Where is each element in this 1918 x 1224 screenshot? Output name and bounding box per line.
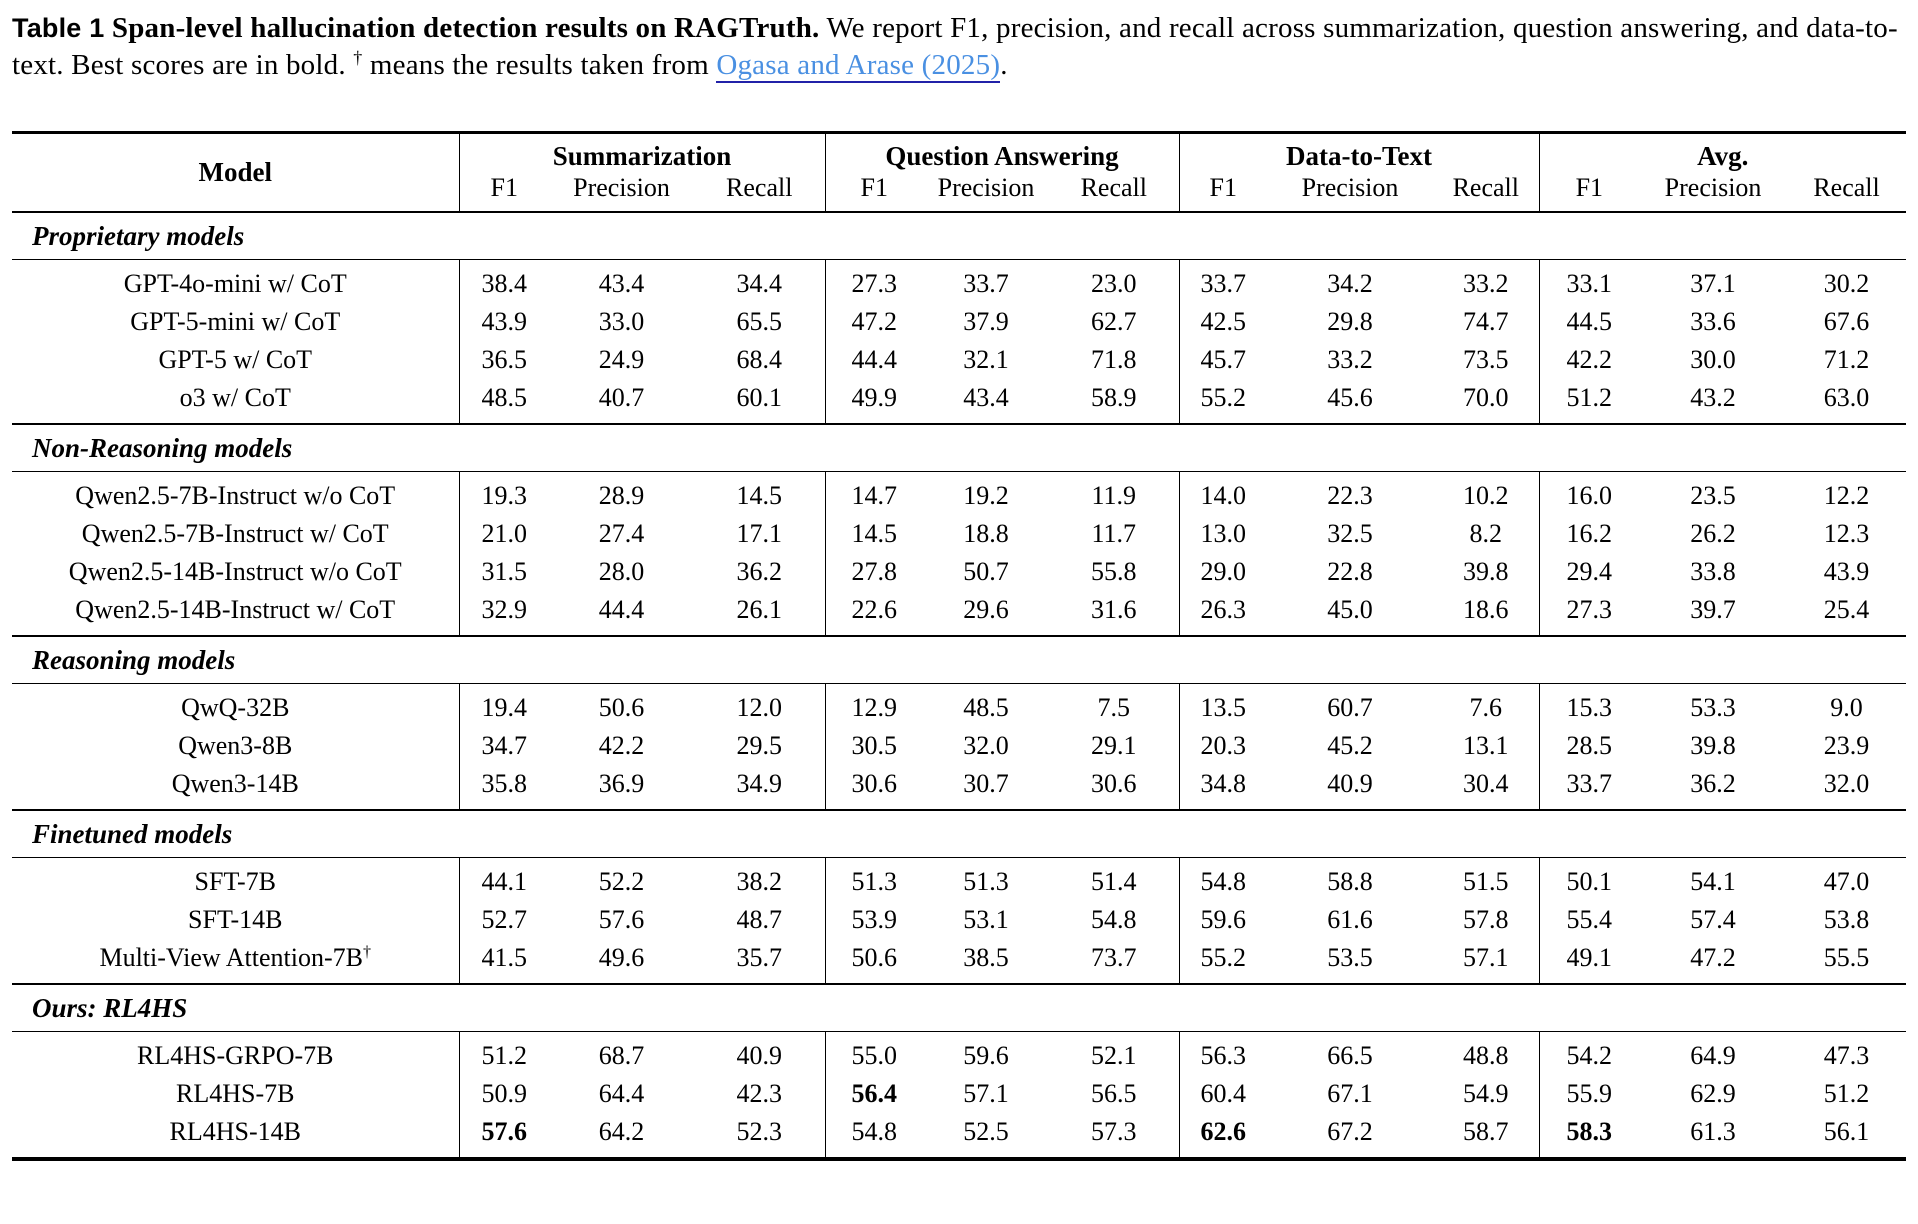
metric-value: 62.7 [1091, 307, 1137, 337]
sub-header-recall: Recall [1049, 172, 1179, 212]
metric-value: 55.8 [1091, 557, 1137, 587]
caption-note: means the results taken from [369, 49, 709, 82]
metric-value: 39.7 [1690, 595, 1736, 625]
metric-value: 45.2 [1327, 731, 1373, 761]
metric-value: 55.9 [1539, 1075, 1639, 1113]
group-header-data-to-text: Data-to-Text [1179, 133, 1539, 173]
metric-value: 50.7 [963, 557, 1009, 587]
section-title: Proprietary models [12, 212, 1906, 260]
group-header-summarization: Summarization [459, 133, 825, 173]
metric-value: 12.0 [736, 693, 782, 723]
metric-value: 36.2 [736, 557, 782, 587]
table-row [12, 727, 1906, 765]
metric-value: 58.8 [1327, 867, 1373, 897]
metric-value: 36.9 [598, 769, 645, 799]
table-row [12, 684, 1906, 728]
section-row [12, 212, 1906, 260]
metric-value: 62.9 [1690, 1079, 1736, 1109]
table-row [12, 591, 1906, 636]
metric-value: 18.6 [1463, 595, 1509, 625]
metric-value: 64.9 [1690, 1041, 1736, 1071]
model-name: GPT-5-mini w/ CoT [130, 307, 341, 337]
metric-value: 29.1 [1091, 731, 1137, 761]
metric-value: 58.9 [1091, 383, 1137, 413]
metric-value: 50.6 [825, 939, 923, 984]
sub-header-f1: F1 [1179, 172, 1267, 212]
metric-value: 7.6 [1469, 693, 1503, 723]
metric-value: 22.3 [1327, 481, 1373, 511]
section-title: Reasoning models [12, 636, 1906, 684]
metric-value: 34.4 [736, 269, 782, 299]
metric-value: 59.6 [1179, 901, 1267, 939]
metric-value: 44.5 [1539, 303, 1639, 341]
metric-value: 56.4 [825, 1075, 923, 1113]
metric-value: 32.0 [963, 731, 1009, 761]
metric-value: 8.2 [1469, 519, 1503, 549]
metric-value: 57.6 [598, 905, 645, 935]
metric-value: 30.5 [825, 727, 923, 765]
metric-value: 26.3 [1179, 591, 1267, 636]
metric-value: 23.0 [1091, 269, 1137, 299]
sub-header-precision: Precision [923, 172, 1049, 212]
metric-value: 14.5 [825, 515, 923, 553]
metric-value: 51.2 [1823, 1079, 1870, 1109]
metric-value: 40.9 [736, 1041, 782, 1071]
metric-value: 48.8 [1463, 1041, 1509, 1071]
table-row [12, 1113, 1906, 1159]
metric-value: 32.0 [1823, 769, 1870, 799]
section-row [12, 424, 1906, 472]
metric-value: 34.9 [736, 769, 782, 799]
model-name: Qwen3-14B [171, 769, 299, 799]
metric-value: 38.4 [459, 260, 549, 304]
metric-value: 17.1 [736, 519, 782, 549]
sub-header-recall: Recall [1433, 172, 1539, 212]
metric-value: 47.3 [1823, 1041, 1870, 1071]
dagger-symbol: † [362, 943, 372, 961]
metric-value: 45.6 [1327, 383, 1373, 413]
metric-value: 42.2 [1539, 341, 1639, 379]
metric-value: 41.5 [459, 939, 549, 984]
metric-value: 53.8 [1823, 905, 1870, 935]
metric-value: 27.3 [825, 260, 923, 304]
metric-value: 32.1 [963, 345, 1009, 375]
table-row [12, 939, 1906, 984]
metric-value: 58.3 [1539, 1113, 1639, 1159]
metric-value: 54.1 [1690, 867, 1736, 897]
metric-value: 31.6 [1091, 595, 1137, 625]
metric-value: 62.6 [1179, 1113, 1267, 1159]
metric-value: 53.9 [825, 901, 923, 939]
metric-value: 54.2 [1539, 1032, 1639, 1076]
sub-header-recall: Recall [1787, 172, 1906, 212]
metric-value: 64.4 [598, 1079, 645, 1109]
metric-value: 59.6 [963, 1041, 1009, 1071]
metric-value: 57.1 [1463, 943, 1509, 973]
table-row [12, 303, 1906, 341]
metric-value: 29.8 [1327, 307, 1373, 337]
metric-value: 43.4 [963, 383, 1009, 413]
metric-value: 39.8 [1690, 731, 1736, 761]
metric-value: 33.7 [1179, 260, 1267, 304]
metric-value: 48.7 [736, 905, 782, 935]
model-name: SFT-7B [194, 867, 276, 897]
metric-value: 71.2 [1823, 345, 1870, 375]
sub-header-recall: Recall [694, 172, 825, 212]
metric-value: 54.9 [1463, 1079, 1509, 1109]
metric-value: 24.9 [598, 345, 645, 375]
metric-value: 74.7 [1463, 307, 1509, 337]
metric-value: 27.3 [1539, 591, 1639, 636]
metric-value: 35.7 [736, 943, 782, 973]
section-row [12, 984, 1906, 1032]
metric-value: 29.6 [963, 595, 1009, 625]
metric-value: 55.0 [825, 1032, 923, 1076]
model-name: RL4HS-7B [176, 1079, 295, 1109]
metric-value: 28.9 [598, 481, 645, 511]
metric-value: 33.8 [1690, 557, 1736, 587]
metric-value: 11.9 [1091, 481, 1137, 511]
metric-value: 7.5 [1097, 693, 1131, 723]
metric-value: 30.7 [963, 769, 1009, 799]
model-name: Qwen2.5-7B-Instruct w/o CoT [75, 481, 396, 511]
caption-label: Table 1 [12, 13, 105, 43]
metric-value: 48.5 [459, 379, 549, 424]
metric-value: 51.4 [1091, 867, 1137, 897]
metric-value: 53.1 [963, 905, 1009, 935]
metric-value: 33.2 [1463, 269, 1509, 299]
metric-value: 67.2 [1327, 1117, 1373, 1147]
metric-value: 45.7 [1179, 341, 1267, 379]
metric-value: 57.1 [963, 1079, 1009, 1109]
metric-value: 49.6 [598, 943, 645, 973]
section-title: Non-Reasoning models [12, 424, 1906, 472]
metric-value: 30.6 [1091, 769, 1137, 799]
metric-value: 44.4 [598, 595, 645, 625]
metric-value: 13.1 [1463, 731, 1509, 761]
model-name: Multi-View Attention-7B† [99, 943, 372, 973]
metric-value: 52.3 [736, 1117, 782, 1147]
metric-value: 65.5 [736, 307, 782, 337]
metric-value: 57.3 [1091, 1117, 1137, 1147]
sub-header-f1: F1 [459, 172, 549, 212]
table-row [12, 901, 1906, 939]
metric-value: 51.2 [459, 1032, 549, 1076]
metric-value: 52.7 [459, 901, 549, 939]
metric-value: 10.2 [1463, 481, 1509, 511]
group-header-avg: Avg. [1539, 133, 1906, 173]
metric-value: 52.2 [598, 867, 645, 897]
metric-value: 31.5 [459, 553, 549, 591]
metric-value: 66.5 [1327, 1041, 1373, 1071]
model-name: SFT-14B [188, 905, 283, 935]
metric-value: 33.1 [1539, 260, 1639, 304]
metric-value: 34.7 [459, 727, 549, 765]
metric-value: 13.0 [1179, 515, 1267, 553]
table-row [12, 765, 1906, 810]
metric-value: 12.2 [1823, 481, 1870, 511]
metric-value: 36.2 [1690, 769, 1736, 799]
metric-value: 20.3 [1179, 727, 1267, 765]
metric-value: 12.3 [1823, 519, 1870, 549]
sub-header-precision: Precision [1267, 172, 1433, 212]
metric-value: 73.7 [1091, 943, 1137, 973]
dagger-symbol: † [353, 47, 363, 68]
metric-value: 56.5 [1091, 1079, 1137, 1109]
table-header [12, 133, 1906, 213]
metric-value: 33.0 [598, 307, 645, 337]
group-header-question-answering: Question Answering [825, 133, 1179, 173]
sub-header-precision: Precision [1639, 172, 1787, 212]
metric-value: 14.7 [825, 472, 923, 516]
metric-value: 61.3 [1690, 1117, 1736, 1147]
section-title: Ours: RL4HS [12, 984, 1906, 1032]
metric-value: 19.2 [963, 481, 1009, 511]
metric-value: 42.3 [736, 1079, 782, 1109]
metric-value: 51.3 [825, 858, 923, 902]
model-name: GPT-5 w/ CoT [158, 345, 313, 375]
table-row [12, 379, 1906, 424]
metric-value: 68.7 [598, 1041, 645, 1071]
metric-value: 52.1 [1091, 1041, 1137, 1071]
sub-header-precision: Precision [549, 172, 694, 212]
metric-value: 28.0 [598, 557, 645, 587]
metric-value: 11.7 [1091, 519, 1137, 549]
metric-value: 16.0 [1539, 472, 1639, 516]
metric-value: 43.4 [598, 269, 645, 299]
metric-value: 71.8 [1091, 345, 1137, 375]
metric-value: 54.8 [1179, 858, 1267, 902]
metric-value: 27.8 [825, 553, 923, 591]
metric-value: 9.0 [1830, 693, 1863, 723]
metric-value: 26.1 [736, 595, 782, 625]
metric-value: 57.4 [1690, 905, 1736, 935]
metric-value: 48.5 [963, 693, 1009, 723]
model-name: GPT-4o-mini w/ CoT [123, 269, 347, 299]
metric-value: 60.1 [736, 383, 782, 413]
metric-value: 57.8 [1463, 905, 1509, 935]
metric-value: 38.2 [736, 867, 782, 897]
metric-value: 44.1 [459, 858, 549, 902]
metric-value: 32.9 [459, 591, 549, 636]
metric-value: 35.8 [459, 765, 549, 810]
metric-value: 54.8 [825, 1113, 923, 1159]
metric-value: 15.3 [1539, 684, 1639, 728]
table-row [12, 553, 1906, 591]
metric-value: 22.6 [825, 591, 923, 636]
caption-body: We report F1, precision, and recall across summarization, question answering, and data-to-text. Best scores are in bold. [12, 12, 1898, 82]
metric-value: 33.7 [963, 269, 1009, 299]
metric-value: 54.8 [1091, 905, 1137, 935]
model-name: Qwen2.5-7B-Instruct w/ CoT [81, 519, 389, 549]
metric-value: 57.6 [459, 1113, 549, 1159]
metric-value: 43.9 [1823, 557, 1870, 587]
model-name: o3 w/ CoT [179, 383, 291, 413]
metric-value: 50.6 [598, 693, 645, 723]
metric-value: 40.9 [1327, 769, 1373, 799]
metric-value: 70.0 [1463, 383, 1509, 413]
metric-value: 21.0 [459, 515, 549, 553]
metric-value: 60.7 [1327, 693, 1373, 723]
metric-value: 67.6 [1823, 307, 1870, 337]
section-title: Finetuned models [12, 810, 1906, 858]
metric-value: 55.5 [1823, 943, 1870, 973]
metric-value: 23.9 [1823, 731, 1870, 761]
table-row [12, 341, 1906, 379]
metric-value: 49.9 [825, 379, 923, 424]
metric-value: 29.0 [1179, 553, 1267, 591]
metric-value: 37.9 [963, 307, 1009, 337]
metric-value: 63.0 [1823, 383, 1870, 413]
metric-value: 29.5 [736, 731, 782, 761]
metric-value: 47.2 [1690, 943, 1736, 973]
metric-value: 18.8 [963, 519, 1009, 549]
metric-value: 68.4 [736, 345, 782, 375]
table-row [12, 472, 1906, 516]
metric-value: 39.8 [1463, 557, 1509, 587]
metric-value: 51.2 [1539, 379, 1639, 424]
metric-value: 50.1 [1539, 858, 1639, 902]
metric-value: 29.4 [1539, 553, 1639, 591]
metric-value: 49.1 [1539, 939, 1639, 984]
model-name: RL4HS-14B [169, 1117, 301, 1147]
metric-value: 14.5 [736, 481, 782, 511]
metric-value: 55.2 [1179, 379, 1267, 424]
metric-value: 19.4 [459, 684, 549, 728]
table-caption [12, 10, 1906, 84]
column-header-model: Model [198, 157, 272, 188]
metric-value: 64.2 [598, 1117, 645, 1147]
metric-value: 58.7 [1463, 1117, 1509, 1147]
metric-value: 47.0 [1823, 867, 1870, 897]
metric-value: 51.3 [963, 867, 1009, 897]
sub-header-f1: F1 [1539, 172, 1639, 212]
metric-value: 52.5 [963, 1117, 1009, 1147]
metric-value: 30.2 [1823, 269, 1870, 299]
metric-value: 25.4 [1823, 595, 1870, 625]
caption-title: Span-level hallucination detection results on RAGTruth. [111, 12, 820, 44]
sub-header-f1: F1 [825, 172, 923, 212]
metric-value: 14.0 [1179, 472, 1267, 516]
table-row [12, 1032, 1906, 1076]
metric-value: 34.8 [1179, 765, 1267, 810]
metric-value: 61.6 [1327, 905, 1373, 935]
metric-value: 32.5 [1327, 519, 1373, 549]
metric-value: 55.2 [1179, 939, 1267, 984]
metric-value: 30.6 [825, 765, 923, 810]
metric-value: 47.2 [825, 303, 923, 341]
model-name: Qwen2.5-14B-Instruct w/o CoT [68, 557, 402, 587]
metric-value: 36.5 [459, 341, 549, 379]
metric-value: 53.3 [1690, 693, 1736, 723]
metric-value: 56.3 [1179, 1032, 1267, 1076]
metric-value: 12.9 [825, 684, 923, 728]
metric-value: 33.2 [1327, 345, 1373, 375]
metric-value: 45.0 [1327, 595, 1373, 625]
metric-value: 42.2 [598, 731, 645, 761]
metric-value: 73.5 [1463, 345, 1509, 375]
metric-value: 67.1 [1327, 1079, 1373, 1109]
metric-value: 30.4 [1463, 769, 1509, 799]
metric-value: 53.5 [1327, 943, 1373, 973]
model-name: QwQ-32B [181, 693, 290, 723]
metric-value: 44.4 [825, 341, 923, 379]
citation-link[interactable]: Ogasa and Arase (2025) [716, 49, 1001, 82]
metric-value: 27.4 [598, 519, 645, 549]
section-row [12, 810, 1906, 858]
metric-value: 55.4 [1539, 901, 1639, 939]
metric-value: 42.5 [1179, 303, 1267, 341]
table-row [12, 1075, 1906, 1113]
table-body [12, 212, 1906, 1159]
metric-value: 38.5 [963, 943, 1009, 973]
metric-value: 13.5 [1179, 684, 1267, 728]
results-table [12, 131, 1906, 1161]
metric-value: 22.8 [1327, 557, 1373, 587]
metric-value: 33.6 [1690, 307, 1736, 337]
metric-value: 23.5 [1690, 481, 1736, 511]
model-name: Qwen2.5-14B-Instruct w/ CoT [75, 595, 396, 625]
metric-value: 43.9 [459, 303, 549, 341]
metric-value: 33.7 [1539, 765, 1639, 810]
model-name: Qwen3-8B [178, 731, 293, 761]
table-row [12, 858, 1906, 902]
model-name: RL4HS-GRPO-7B [137, 1041, 334, 1071]
table-row [12, 515, 1906, 553]
metric-value: 43.2 [1690, 383, 1736, 413]
metric-value: 28.5 [1539, 727, 1639, 765]
section-row [12, 636, 1906, 684]
metric-value: 50.9 [459, 1075, 549, 1113]
metric-value: 56.1 [1823, 1117, 1870, 1147]
metric-value: 16.2 [1539, 515, 1639, 553]
metric-value: 30.0 [1690, 345, 1736, 375]
metric-value: 19.3 [459, 472, 549, 516]
metric-value: 51.5 [1463, 867, 1509, 897]
metric-value: 60.4 [1179, 1075, 1267, 1113]
caption-period: . [1000, 49, 1008, 82]
metric-value: 37.1 [1690, 269, 1736, 299]
metric-value: 40.7 [598, 383, 645, 413]
metric-value: 26.2 [1690, 519, 1736, 549]
table-row [12, 260, 1906, 304]
metric-value: 34.2 [1327, 269, 1373, 299]
